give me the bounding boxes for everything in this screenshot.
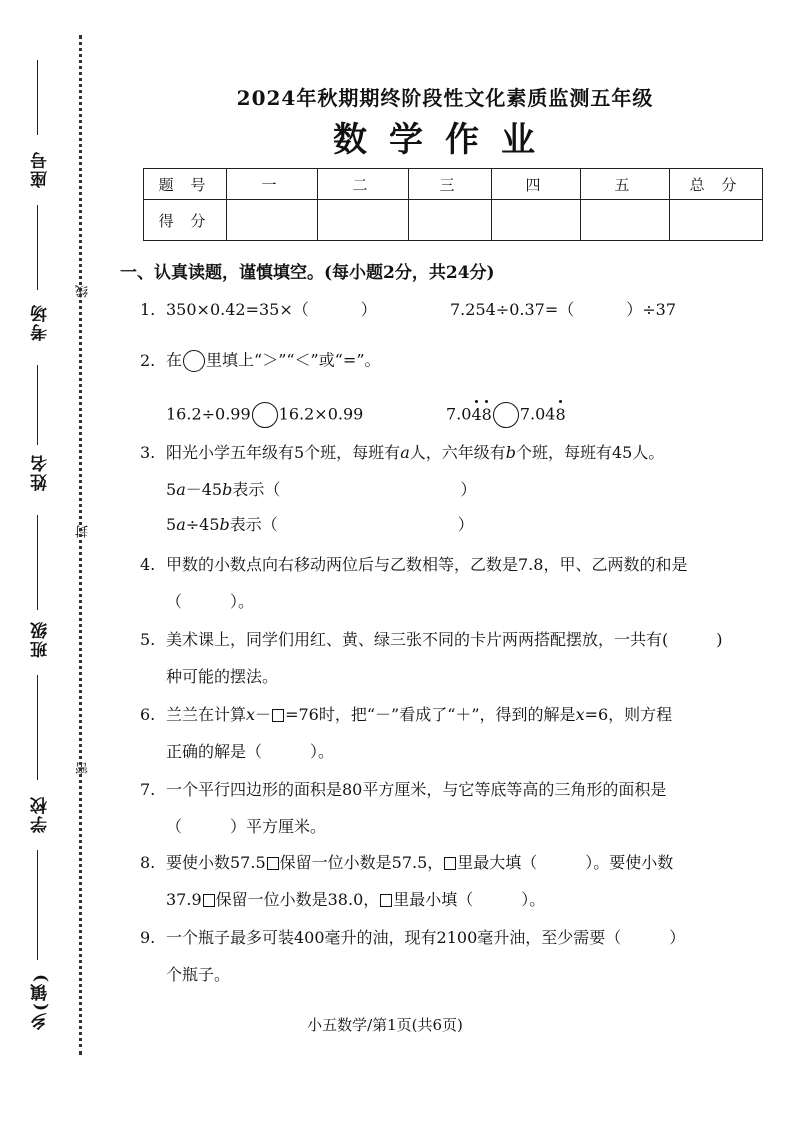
seal-line-mark: 线	[76, 285, 91, 298]
expr-var: b	[222, 480, 233, 499]
q5-text: 美术课上，同学们用红、黄、绿三张不同的卡片两两搭配摆放，一共有( )	[166, 630, 723, 649]
q2-pre: 在	[166, 350, 183, 370]
question-5	[140, 630, 723, 650]
expr-var: a	[176, 515, 186, 534]
score-cell[interactable]	[409, 200, 492, 241]
q4-text: 甲数的小数点向右移动两位后与乙数相等，乙数是7.8，甲、乙两数的和是	[166, 555, 688, 574]
exam-room-label: 考场	[31, 303, 51, 341]
question-number: 2.	[140, 350, 156, 370]
box-icon	[380, 894, 392, 907]
score-cell[interactable]	[227, 200, 318, 241]
q7-text: 一个平行四边形的面积是80平方厘米，与它等底等高的三角形的面积是	[166, 780, 667, 799]
question-number: 4.	[140, 555, 156, 574]
score-row	[144, 200, 763, 241]
expr-part: ÷45	[185, 515, 220, 534]
question-3-line1	[166, 480, 476, 500]
q8-blank-min[interactable]: 里最小填（ ）。	[393, 890, 546, 909]
q2-a-left: 16.2÷0.99	[166, 404, 251, 424]
question-8-line2	[166, 890, 545, 910]
q2-b-right-plain: 7.04	[519, 404, 556, 424]
binding-margin	[0, 0, 91, 1123]
score-header-cell: 四	[492, 169, 581, 200]
q6-text: 兰兰在计算	[166, 705, 247, 724]
q5-text-2: 种可能的摆法。	[166, 667, 279, 686]
box-icon	[444, 857, 456, 870]
q7-blank[interactable]: （ ）平方厘米。	[166, 817, 327, 836]
score-header-cell: 三	[409, 169, 492, 200]
score-header-cell: 总 分	[670, 169, 763, 200]
question-number: 7.	[140, 780, 156, 799]
expr-part: 5	[166, 480, 177, 499]
expr-close: ）	[457, 515, 474, 534]
score-cell[interactable]	[581, 200, 670, 241]
repeating-digit: 8	[555, 404, 566, 424]
question-number: 6.	[140, 705, 156, 724]
q2-post: 里填上“＞”“＜”或“=”。	[206, 350, 381, 370]
question-7-line2	[166, 817, 326, 837]
seal-mi-mark: 密	[76, 762, 91, 775]
score-header-cell: 题 号	[144, 169, 227, 200]
question-number: 3.	[140, 443, 156, 462]
question-4	[140, 555, 687, 575]
score-header-cell: 二	[318, 169, 409, 200]
question-9	[140, 928, 685, 948]
question-number: 9.	[140, 928, 156, 947]
variable-x: x	[575, 705, 585, 724]
variable-b: b	[505, 443, 516, 462]
exam-title: 数学作业	[333, 120, 557, 160]
q4-blank[interactable]: （ ）。	[166, 592, 255, 611]
q2-b-left-plain: 7.0	[446, 404, 472, 424]
q9-text: 一个瓶子最多可装400毫升的油，现有2100毫升油，至少需要（ ）	[166, 928, 686, 947]
score-cell[interactable]	[670, 200, 763, 241]
expr-part: 表示（	[232, 480, 281, 499]
question-5-line2	[166, 667, 278, 687]
expr-part: 5	[166, 515, 177, 534]
q8-text: 37.9	[166, 890, 202, 909]
compare-circle-a[interactable]	[252, 402, 278, 428]
q8-text: 保留一位小数是57.5，	[279, 853, 444, 872]
name-line	[37, 365, 38, 445]
school-line	[37, 675, 38, 780]
seal-feng-mark: 封	[76, 525, 91, 538]
question-number: 8.	[140, 853, 156, 872]
school-label: 学校	[31, 795, 51, 833]
town-label: 乡(镇)	[31, 972, 51, 1031]
box-icon	[203, 894, 215, 907]
name-label: 姓名	[31, 453, 51, 491]
score-header-cell: 一	[227, 169, 318, 200]
variable-x: x	[246, 705, 256, 724]
circle-icon	[183, 350, 205, 372]
seat-label: 座号	[31, 150, 51, 188]
exam-room-line	[37, 205, 38, 290]
section-1-title: 一、认真读题，谨慎填空。(每小题2分，共24分)	[120, 263, 495, 283]
expr-part: －45	[185, 480, 223, 499]
compare-circle-b[interactable]	[493, 402, 519, 428]
seal-dotted-line	[79, 35, 82, 1055]
question-1b	[450, 300, 676, 320]
expr-var: a	[176, 480, 186, 499]
question-9-line2	[166, 965, 230, 985]
repeating-digit: 8	[481, 404, 492, 424]
score-header-cell: 五	[581, 169, 670, 200]
q1-part-b-text: 7.254÷0.37=（	[450, 300, 575, 319]
score-header-row	[144, 169, 763, 200]
q6-text: =6，则方程	[584, 705, 673, 724]
expr-part: 表示（	[229, 515, 278, 534]
expr-close: ）	[460, 480, 477, 499]
score-table	[143, 168, 763, 241]
question-2a	[166, 402, 363, 428]
question-number: 5.	[140, 630, 156, 649]
q1-part-a-text: 350×0.42=35×（	[166, 300, 309, 319]
question-1	[140, 300, 377, 320]
variable-a: a	[400, 443, 410, 462]
q1-part-a-close: ）	[360, 300, 377, 319]
class-label: 班级	[31, 620, 51, 658]
q8-text: 要使小数57.5	[166, 853, 266, 872]
q9-text-2: 个瓶子。	[166, 965, 231, 984]
repeating-digit: 4	[471, 404, 482, 424]
class-line	[37, 515, 38, 610]
q3-text: 个班，每班有45人。	[516, 443, 665, 462]
box-icon	[267, 857, 279, 870]
q2-a-right: 16.2×0.99	[278, 404, 364, 424]
question-3-line2	[166, 515, 474, 535]
question-4-line2	[166, 592, 254, 612]
question-6-line2	[166, 742, 334, 762]
q6-text: －	[255, 705, 272, 724]
q3-text: 阳光小学五年级有5个班，每班有	[166, 443, 401, 462]
score-cell[interactable]	[492, 200, 581, 241]
q3-text: 人，六年级有	[409, 443, 506, 462]
question-2b	[446, 402, 566, 428]
page-footer: 小五数学/第1页(共6页)	[307, 1016, 463, 1034]
expr-var: b	[219, 515, 230, 534]
question-7	[140, 780, 666, 800]
q6-blank[interactable]: 正确的解是（ ）。	[166, 742, 335, 761]
town-line	[37, 850, 38, 960]
box-icon	[272, 709, 284, 722]
question-3	[140, 443, 664, 463]
q1-part-b-close: ）÷37	[626, 300, 677, 319]
q8-text: 保留一位小数是38.0，	[215, 890, 380, 909]
score-row-label: 得 分	[144, 200, 227, 241]
exam-subtitle: 2024年秋期期终阶段性文化素质监测五年级	[236, 86, 654, 110]
q6-text: =76时，把“－”看成了“＋”，得到的解是	[285, 705, 576, 724]
seat-line	[37, 60, 38, 135]
question-8	[140, 853, 673, 873]
score-cell[interactable]	[318, 200, 409, 241]
question-6	[140, 705, 672, 725]
question-number: 1.	[140, 300, 156, 319]
question-2	[140, 350, 381, 372]
q8-blank-max[interactable]: 里最大填（ ）。要使小数	[457, 853, 674, 872]
